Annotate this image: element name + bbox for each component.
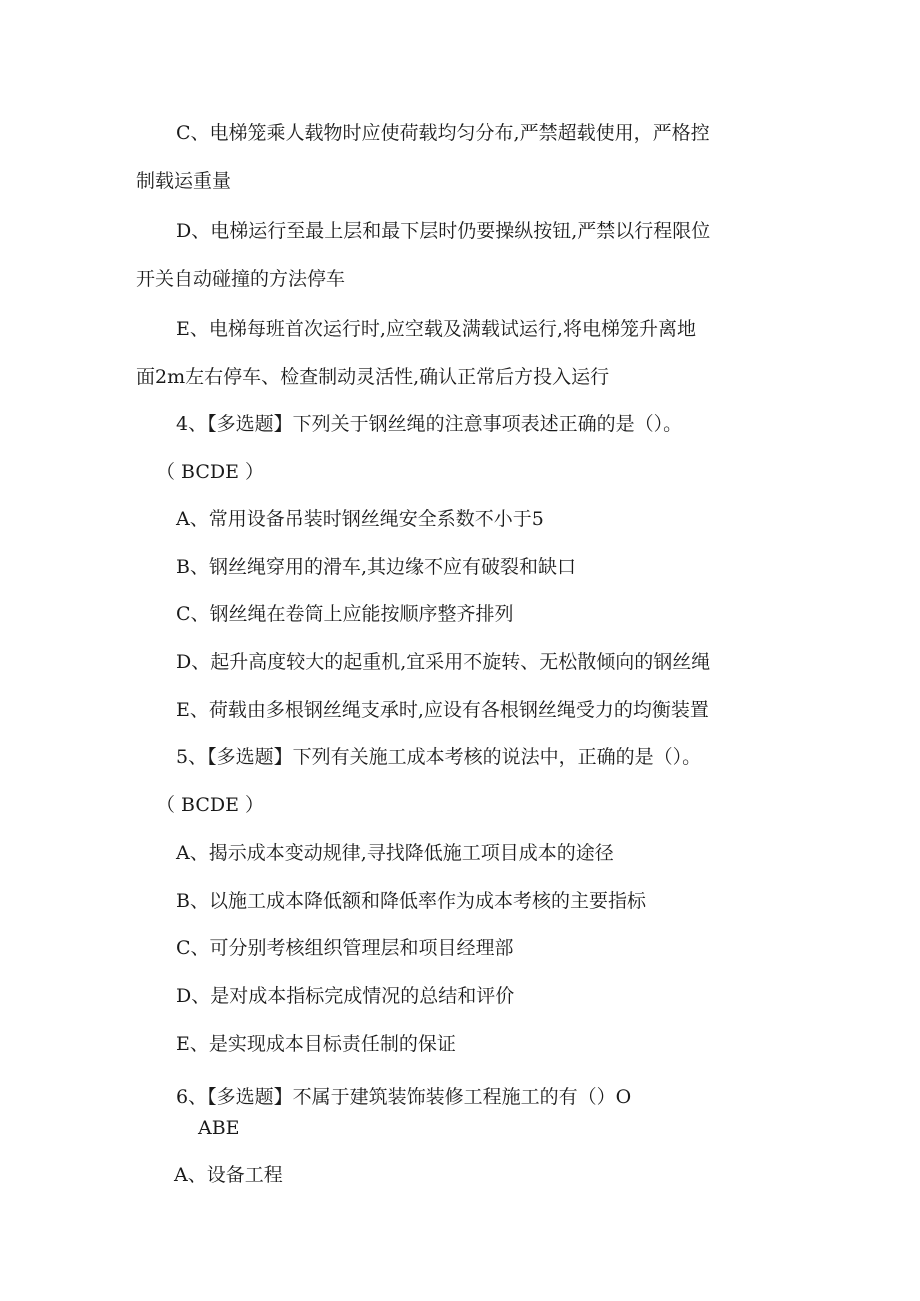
q4-answer: （ BCDE ）: [156, 461, 265, 483]
q5-title: 5、【多选题】下列有关施工成本考核的说法中，正确的是（）。: [176, 746, 702, 768]
q3-option-c-line1: C、电梯笼乘人载物时应使荷载均匀分布,严禁超载使用，严格控: [176, 122, 710, 144]
q5-option-d: D、是对成本指标完成情况的总结和评价: [176, 985, 515, 1007]
q4-option-a: A、常用设备吊装时钢丝绳安全系数不小于5: [176, 508, 544, 530]
q6-answer: ABE: [198, 1117, 240, 1139]
q4-title: 4、【多选题】下列关于钢丝绳的注意事项表述正确的是（）。: [176, 413, 683, 435]
q4-option-d: D、起升高度较大的起重机,宜采用不旋转、无松散倾向的钢丝绳: [176, 651, 711, 673]
q3-option-e-line1: E、电梯每班首次运行时,应空载及满载试运行,将电梯笼升离地: [176, 318, 696, 340]
q5-option-b: B、以施工成本降低额和降低率作为成本考核的主要指标: [176, 890, 646, 912]
q5-answer: （ BCDE ）: [156, 794, 265, 816]
q3-option-c-line2: 制载运重量: [136, 170, 232, 192]
q6-title: 6、【多选题】不属于建筑装饰装修工程施工的有（）O: [176, 1086, 632, 1108]
q4-option-e: E、荷载由多根钢丝绳支承时,应设有各根钢丝绳受力的均衡装置: [176, 699, 709, 721]
q5-option-a: A、揭示成本变动规律,寻找降低施工项目成本的途径: [176, 842, 614, 864]
q3-option-e-line2: 面2m左右停车、检查制动灵活性,确认正常后方投入运行: [136, 366, 610, 388]
q4-option-b: B、钢丝绳穿用的滑车,其边缘不应有破裂和缺口: [176, 556, 577, 578]
q4-option-c: C、钢丝绳在卷筒上应能按顺序整齐排列: [176, 603, 514, 625]
q5-option-c: C、可分别考核组织管理层和项目经理部: [176, 937, 514, 959]
q5-option-e: E、是实现成本目标责任制的保证: [176, 1033, 456, 1055]
q3-option-d-line2: 开关自动碰撞的方法停车: [136, 268, 346, 290]
q6-option-a: A、设备工程: [174, 1164, 283, 1186]
q3-option-d-line1: D、电梯运行至最上层和最下层时仍要操纵按钮,严禁以行程限位: [176, 220, 711, 242]
